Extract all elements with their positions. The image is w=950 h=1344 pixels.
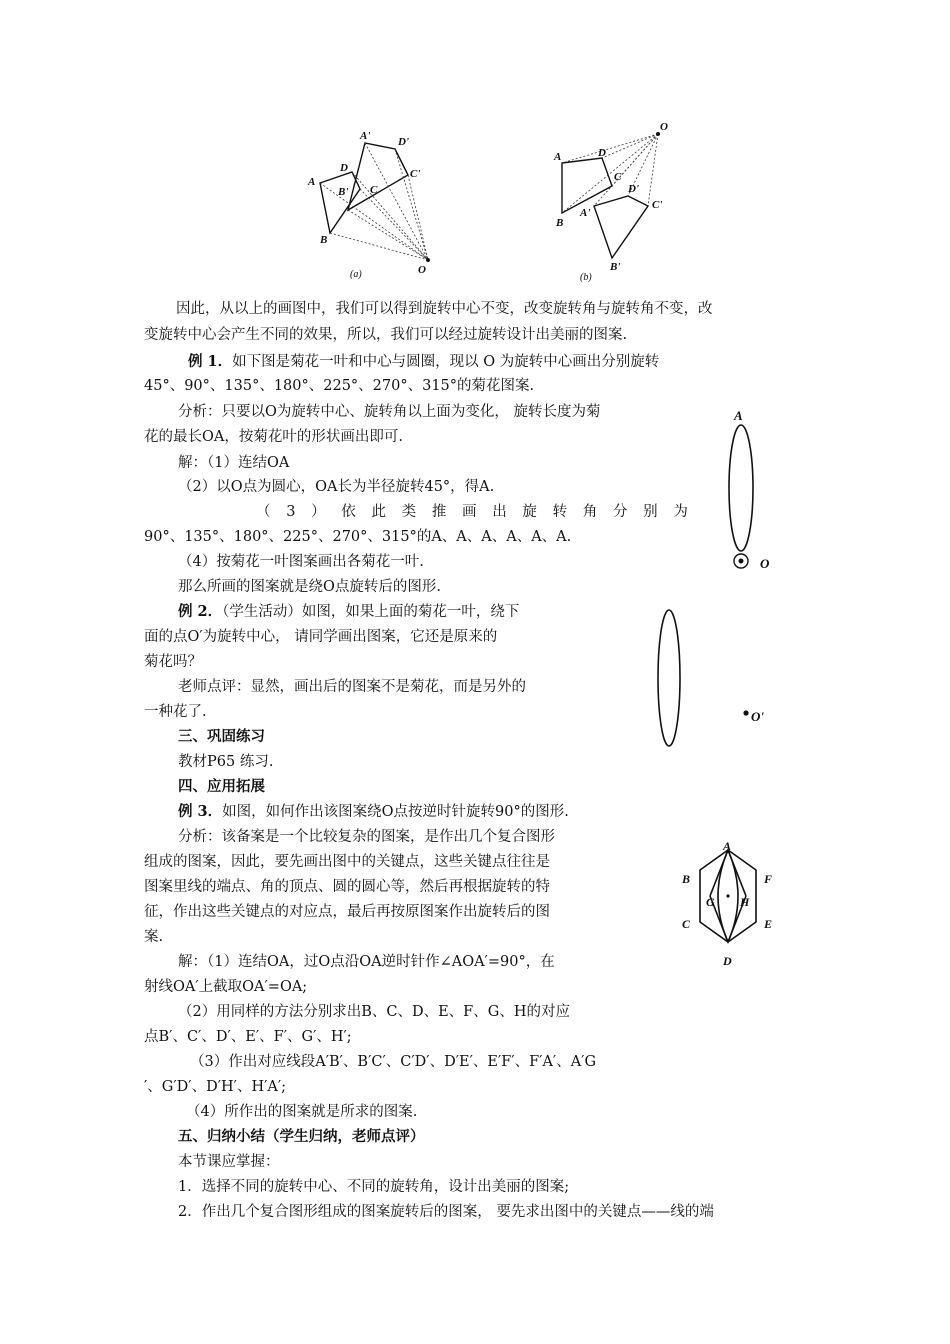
text-span: 如图，如何作出该图案绕O点按逆时针旋转90°的图形. (222, 804, 569, 820)
char: 此 (371, 504, 386, 520)
spread-line (256, 502, 688, 522)
text-line: （4）按菊花一叶图案画出各菊花一叶. (178, 554, 424, 570)
label-hex-B: B (682, 872, 691, 886)
char: 3 (286, 504, 296, 520)
text-line: 解：（1）连结OA，过O点沿OA逆时针作∠AOA′=90°，在 (178, 954, 555, 970)
label-hex-G: G (706, 895, 715, 909)
char: 出 (492, 504, 507, 520)
text-line: （3）作出对应线段A′B′、B′C′、C′D′、D′E′、E′F′、F′A′、A′G (190, 1054, 597, 1070)
text-line: 征，作出这些关键点的对应点，最后再按原图案作出旋转后的图 (144, 904, 550, 920)
hexagon-pattern-figure (676, 838, 786, 973)
char: 画 (462, 504, 477, 520)
label-O-prime: O' (751, 709, 764, 724)
text-line: 教材P65 练习. (178, 754, 274, 770)
example-1-line (188, 352, 659, 372)
char: 角 (582, 504, 598, 520)
text-line: 1．选择不同的旋转中心、不同的旋转角，设计出美丽的图案; (178, 1179, 570, 1195)
label-hex-A: A (723, 839, 732, 853)
text-line: 解：（1）连结OA (178, 455, 290, 471)
char: 推 (431, 504, 447, 520)
char: 为 (673, 504, 688, 520)
char: 别 (643, 504, 658, 520)
label-C-a: C (370, 184, 378, 196)
text-line: （2）以O点为圆心，OA长为半径旋转45°，得A. (178, 479, 495, 495)
example-1-label: 例 1． (188, 353, 233, 370)
chrysanthemum-leaf-figure (716, 405, 786, 580)
text-line: 花的最长OA，按菊花叶的形状画出即可. (144, 429, 403, 445)
label-hex-D: D (723, 954, 732, 968)
rotation-figure-a (300, 125, 440, 285)
text-span: 如下图是菊花一叶和中心与圆圈，现以 O 为旋转中心画出分别旋转 (232, 354, 660, 370)
char: 旋 (522, 504, 537, 520)
label-B-prime-b: B' (610, 261, 621, 273)
text-line: 2．作出几个复合图形组成的图案旋转后的图案， 要先求出图中的关键点——线的端 (178, 1204, 714, 1220)
label-D-prime-b: D' (628, 183, 639, 195)
label-C-prime-a: C' (410, 168, 421, 180)
label-A-b: A (554, 151, 562, 163)
label-A-prime-b: A' (580, 207, 591, 219)
label-O1-a: O (418, 264, 426, 276)
section-heading-5: 五、归纳小结（学生归纳，老师点评） (178, 1128, 425, 1145)
section-heading-4: 四、应用拓展 (178, 778, 265, 795)
label-B-a: B (320, 234, 328, 246)
rotation-figure-b (548, 118, 688, 283)
text-line: （4）所作出的图案就是所求的图案. (186, 1104, 418, 1120)
text-line: 组成的图案，因此，要先画出图中的关键点，这些关键点往往是 (144, 854, 550, 870)
label-D-a: D (340, 162, 348, 174)
example-2-label: 例 2． (178, 603, 223, 620)
char: ） (311, 504, 326, 520)
text-line: 点B′、C′、D′、E′、F′、G′、H′; (144, 1029, 352, 1045)
text-line: 90°、135°、180°、225°、270°、315°的A、A、A、A、A、A. (144, 529, 572, 545)
label-O2-b: O (660, 121, 668, 133)
label-D-b: D (598, 147, 606, 159)
text-line: 45°、90°、135°、180°、225°、270°、315°的菊花图案. (144, 378, 535, 394)
label-B-b: B (556, 217, 564, 229)
text-line: 那么所画的图案就是绕O点旋转后的图形. (178, 579, 441, 595)
example-2-line (178, 602, 519, 622)
label-hex-C: C (682, 917, 691, 931)
label-C-b: C (614, 171, 622, 183)
rotated-leaf-figure (650, 608, 780, 753)
example-3-label: 例 3． (178, 803, 223, 820)
label-A-a: A (308, 176, 316, 188)
section-heading-3: 三、巩固练习 (178, 728, 265, 745)
label-hex-E: E (764, 917, 773, 931)
char: 转 (552, 504, 568, 520)
label-D-prime-a: D' (398, 136, 409, 148)
text-line: 图案里线的端点、角的顶点、圆的圆心等，然后再根据旋转的特 (144, 879, 550, 895)
label-A-prime-a: A' (360, 130, 371, 142)
char: （ (256, 504, 271, 520)
caption-b: (b) (580, 272, 592, 283)
char: 依 (341, 504, 356, 520)
text-line: ′、G′D′、D′H′、H′A′; (144, 1079, 287, 1095)
text-line: 菊花吗？ (144, 654, 202, 670)
label-C-prime-b: C' (652, 199, 663, 211)
text-line: 老师点评：显然，画出后的图案不是菊花，而是另外的 (178, 679, 526, 695)
text-line: 本节课应掌握： (178, 1154, 280, 1170)
char: 类 (401, 504, 417, 520)
example-3-line (178, 802, 569, 822)
text-line: 案. (144, 929, 164, 945)
label-B-prime-a: B' (338, 186, 349, 198)
caption-a: (a) (350, 269, 362, 280)
text-line: 射线OA′上截取OA′=OA; (144, 979, 308, 995)
text-line: 一种花了. (144, 704, 207, 720)
label-hex-H: H (740, 895, 750, 909)
text-line: 变旋转中心会产生不同的效果，所以，我们可以经过旋转设计出美丽的图案. (144, 327, 628, 343)
text-line: 分析：只要以O为旋转中心、旋转角以上面为变化， 旋转长度为菊 (178, 404, 601, 420)
text-line: 面的点O′为旋转中心， 请同学画出图案，它还是原来的 (144, 629, 498, 645)
label-hex-F: F (764, 872, 773, 886)
text-line: 分析：该备案是一个比较复杂的图案，是作出几个复合图形 (178, 829, 555, 845)
text-line: 因此，从以上的画图中，我们可以得到旋转中心不变，改变旋转角与旋转角不变，改 (176, 301, 713, 317)
label-leaf-O: O (760, 556, 770, 571)
text-span: （学生活动）如图，如果上面的菊花一叶，绕下 (222, 604, 520, 620)
char: 分 (612, 504, 628, 520)
text-line: （2）用同样的方法分别求出B、C、D、E、F、G、H的对应 (178, 1004, 570, 1020)
label-leaf-A: A (734, 408, 743, 423)
